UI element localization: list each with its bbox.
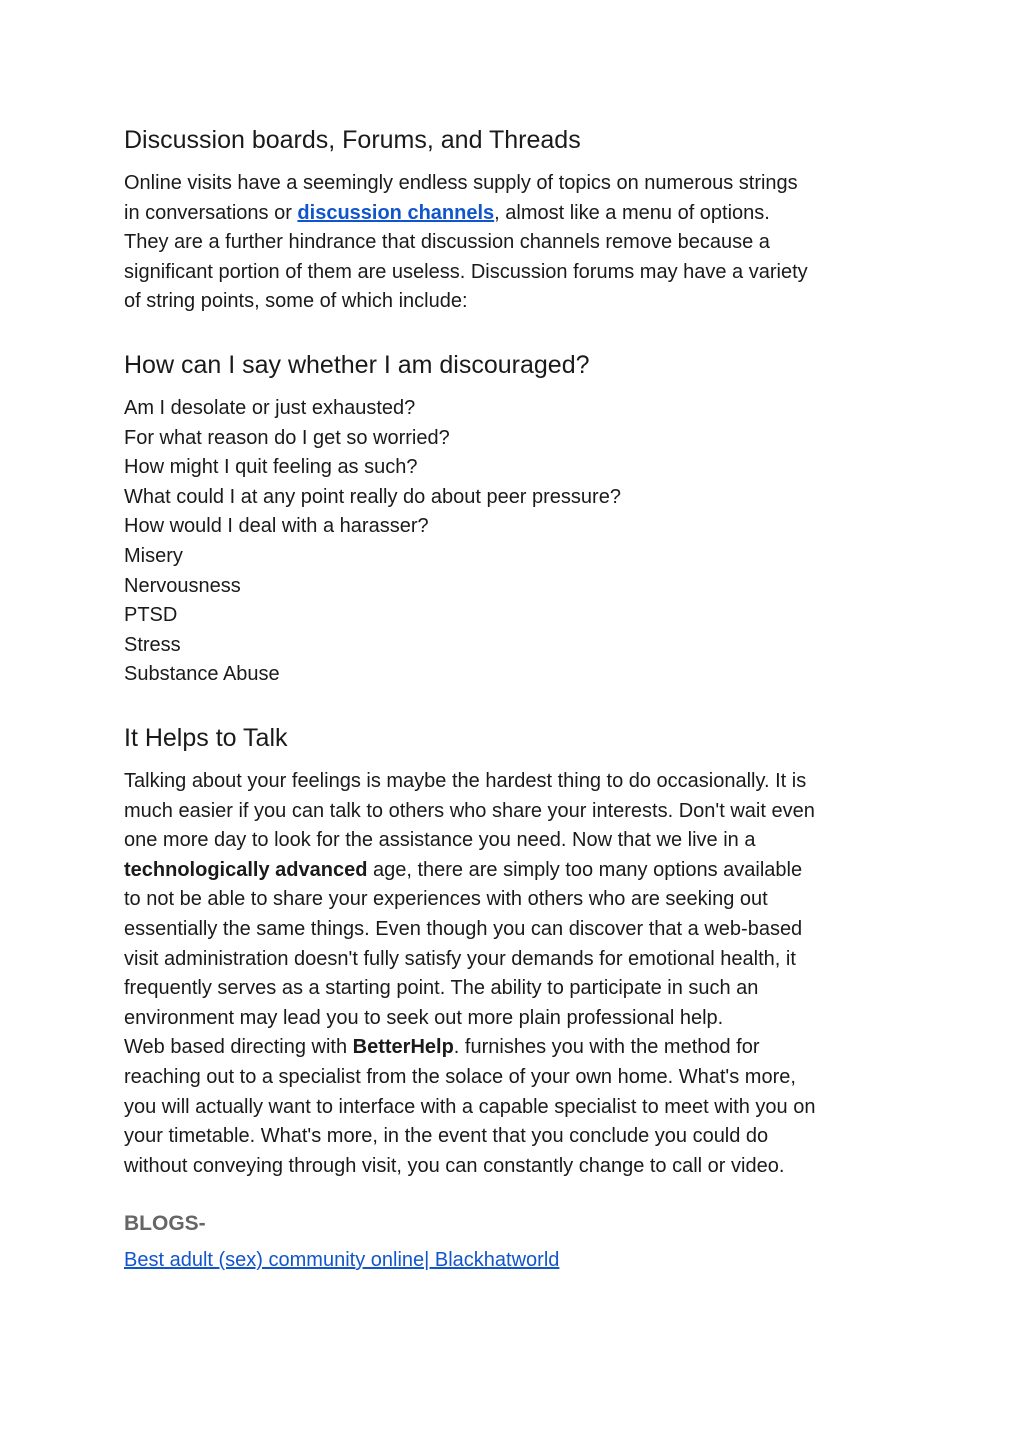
paragraph-line: without conveying through visit, you can constantly change to call or video. bbox=[124, 1154, 785, 1177]
list-item: Nervousness bbox=[124, 574, 241, 597]
text-fragment: in conversations or bbox=[124, 201, 298, 224]
paragraph-line bbox=[124, 856, 914, 886]
text-fragment: age, there are simply too many options available bbox=[367, 858, 803, 881]
heading-it-helps-to-talk: It Helps to Talk bbox=[124, 724, 288, 752]
text-fragment: , almost like a menu of options. bbox=[494, 201, 770, 224]
list-item: Misery bbox=[124, 544, 183, 567]
paragraph-line: environment may lead you to seek out more plain professional help. bbox=[124, 1006, 724, 1029]
list-item: Stress bbox=[124, 633, 181, 656]
paragraph-line: of string points, some of which include: bbox=[124, 290, 468, 313]
paragraph-line: your timetable. What's more, in the event that you conclude you could do bbox=[124, 1125, 769, 1148]
list-item: What could I at any point really do about peer pressure? bbox=[124, 485, 621, 508]
betterhelp-bold: BetterHelp bbox=[352, 1036, 454, 1059]
paragraph-line: Online visits have a seemingly endless supply of topics on numerous strings bbox=[124, 172, 798, 194]
list-item: How might I quit feeling as such? bbox=[124, 456, 418, 479]
text-fragment: . furnishes you with the method for bbox=[453, 1036, 760, 1059]
paragraph-line: They are a further hindrance that discussion channels remove because a bbox=[124, 231, 770, 254]
bold-text: technologically advanced bbox=[124, 858, 368, 881]
blog-link[interactable]: Best adult (sex) community online| Blackhatworld bbox=[124, 1249, 560, 1271]
paragraph-line: visit administration doesn't fully satisfy your demands for emotional health, it bbox=[124, 947, 796, 970]
topic-list bbox=[124, 394, 914, 690]
paragraph-discussion-boards bbox=[124, 169, 914, 317]
paragraph-it-helps-to-talk bbox=[124, 767, 914, 1181]
text-fragment: Web based directing with bbox=[124, 1036, 353, 1059]
paragraph-line bbox=[124, 1033, 914, 1063]
paragraph-line: frequently serves as a starting point. The ability to participate in such an bbox=[124, 977, 759, 1000]
blogs-heading: BLOGS- bbox=[124, 1212, 206, 1235]
heading-discussion-boards: Discussion boards, Forums, and Threads bbox=[124, 126, 581, 154]
list-item: PTSD bbox=[124, 604, 178, 627]
heading-discouraged: How can I say whether I am discouraged? bbox=[124, 351, 590, 379]
list-item: Substance Abuse bbox=[124, 663, 280, 686]
blogs-link-row bbox=[124, 1246, 914, 1276]
paragraph-line: Talking about your feelings is maybe the hardest thing to do occasionally. It is bbox=[124, 770, 807, 792]
discussion-channels-link[interactable]: discussion channels bbox=[297, 201, 495, 224]
paragraph-line: significant portion of them are useless. Discussion forums may have a variety bbox=[124, 260, 808, 283]
paragraph-line: much easier if you can talk to others who share your interests. Don't wait even bbox=[124, 799, 815, 822]
paragraph-line: to not be able to share your experiences with others who are seeking out bbox=[124, 888, 768, 911]
paragraph-line: one more day to look for the assistance you need. Now that we live in a bbox=[124, 829, 756, 852]
paragraph-line: you will actually want to interface with a capable specialist to meet with you on bbox=[124, 1095, 816, 1118]
paragraph-line: essentially the same things. Even though you can discover that a web-based bbox=[124, 917, 803, 940]
paragraph-line bbox=[124, 199, 914, 229]
list-item: Am I desolate or just exhausted? bbox=[124, 397, 416, 419]
paragraph-line: reaching out to a specialist from the solace of your own home. What's more, bbox=[124, 1065, 796, 1088]
list-item: How would I deal with a harasser? bbox=[124, 515, 429, 538]
list-item: For what reason do I get so worried? bbox=[124, 426, 450, 449]
